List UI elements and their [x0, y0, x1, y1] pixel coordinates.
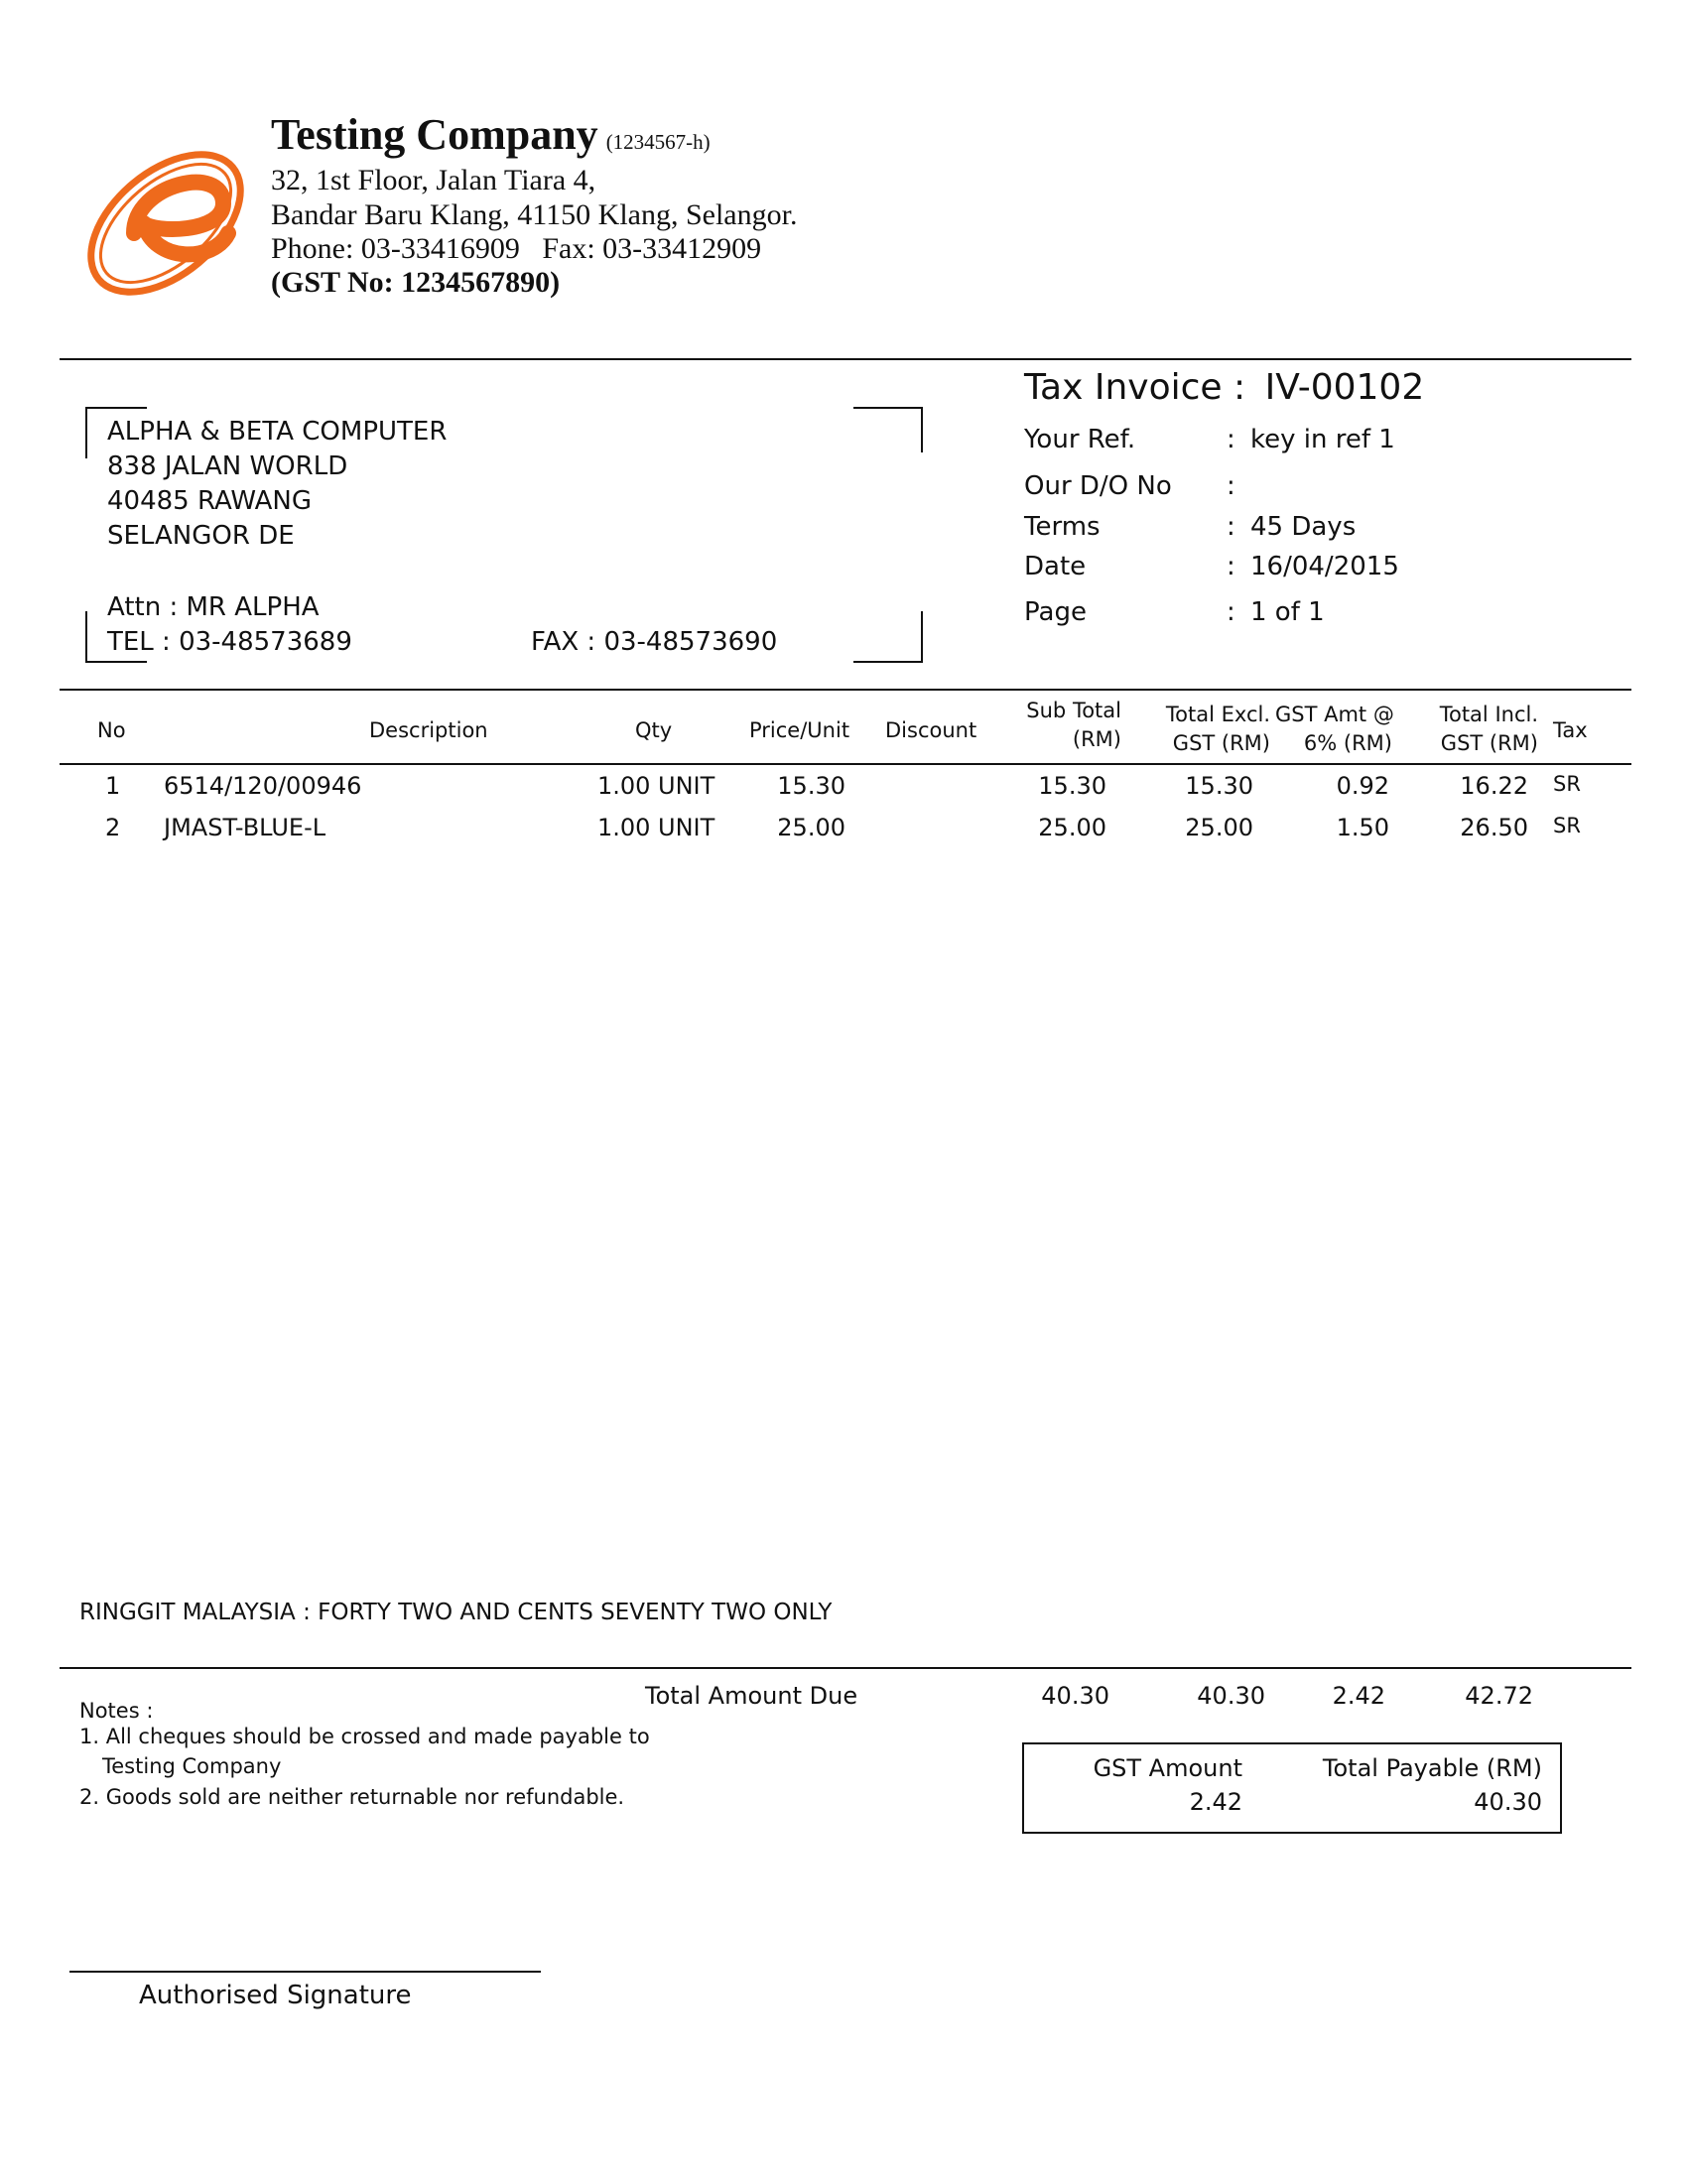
- col-header-tax: Tax: [1553, 718, 1588, 742]
- address-corner-bottom-right: [853, 611, 923, 663]
- row-description: 6514/120/00946: [164, 772, 362, 800]
- customer-address-line1: 838 JALAN WORLD: [107, 451, 348, 481]
- row-price: 25.00: [777, 814, 845, 841]
- page-value: 1 of 1: [1250, 597, 1325, 627]
- customer-address-line2: 40485 RAWANG: [107, 486, 313, 516]
- invoice-title-label: Tax Invoice :: [1024, 367, 1246, 408]
- row-uom: UNIT: [658, 814, 715, 841]
- table-row: [0, 814, 1687, 853]
- do-no-colon: :: [1227, 471, 1235, 501]
- row-total-incl: 16.22: [1460, 772, 1528, 800]
- col-header-description: Description: [369, 718, 488, 742]
- table-top-divider: [60, 689, 1631, 691]
- row-description: JMAST-BLUE-L: [164, 814, 326, 841]
- col-header-gst-amt: [1275, 701, 1392, 758]
- total-sub-total: 40.30: [1041, 1682, 1109, 1710]
- company-address-line1: 32, 1st Floor, Jalan Tiara 4,: [271, 164, 596, 196]
- col-header-total-incl: [1419, 701, 1538, 758]
- totals-divider: [60, 1667, 1631, 1669]
- total-payable-value: 40.30: [1474, 1788, 1542, 1816]
- row-tax-code: SR: [1553, 814, 1581, 837]
- row-price: 15.30: [777, 772, 845, 800]
- col-header-total-excl-line1: Total Excl.: [1165, 703, 1270, 726]
- col-header-total-excl-line2: GST (RM): [1172, 731, 1270, 755]
- col-header-gst-amt-line2: 6% (RM): [1303, 731, 1392, 755]
- col-header-sub-total: [1012, 697, 1121, 754]
- signature-line: [69, 1971, 541, 1973]
- col-header-no: No: [97, 718, 126, 742]
- total-incl-gst: 42.72: [1465, 1682, 1533, 1710]
- date-label: Date: [1024, 552, 1087, 581]
- table-header-divider: [60, 763, 1631, 765]
- your-ref-value: key in ref 1: [1250, 425, 1395, 454]
- row-uom: UNIT: [658, 772, 715, 800]
- total-payable-label: Total Payable (RM): [1322, 1754, 1542, 1782]
- row-total-excl: 25.00: [1185, 814, 1253, 841]
- company-reg-no: (1234567-h): [605, 130, 711, 154]
- total-gst-amt: 2.42: [1332, 1682, 1385, 1710]
- col-header-gst-amt-line1: GST Amt @: [1275, 703, 1394, 726]
- signature-label: Authorised Signature: [139, 1981, 412, 2010]
- row-qty: 1.00: [597, 772, 651, 800]
- customer-fax: FAX : 03-48573690: [531, 627, 778, 657]
- gst-amount-value: 2.42: [1189, 1788, 1242, 1816]
- invoice-number: IV-00102: [1264, 367, 1425, 408]
- row-no: 2: [105, 814, 121, 841]
- your-ref-colon: :: [1227, 425, 1235, 454]
- terms-colon: :: [1227, 512, 1235, 542]
- terms-label: Terms: [1024, 512, 1101, 542]
- summary-box: [1022, 1742, 1562, 1834]
- row-no: 1: [105, 772, 121, 800]
- header-divider: [60, 358, 1631, 360]
- company-phone-fax: Phone: 03-33416909 Fax: 03-33412909: [271, 232, 762, 265]
- row-tax-code: SR: [1553, 772, 1581, 796]
- total-amount-due-label: Total Amount Due: [645, 1682, 858, 1710]
- amount-in-words: RINGGIT MALAYSIA : FORTY TWO AND CENTS SEVENTY TWO ONLY: [79, 1600, 833, 1625]
- row-qty: 1.00: [597, 814, 651, 841]
- page-label: Page: [1024, 597, 1087, 627]
- note-line-1: 1. All cheques should be crossed and made payable to: [79, 1725, 650, 1748]
- company-logo-icon: [74, 124, 258, 308]
- date-colon: :: [1227, 552, 1235, 581]
- date-value: 16/04/2015: [1250, 552, 1399, 581]
- do-no-label: Our D/O No: [1024, 471, 1172, 501]
- address-corner-top-right: [853, 407, 923, 452]
- your-ref-label: Your Ref.: [1024, 425, 1136, 454]
- row-total-incl: 26.50: [1460, 814, 1528, 841]
- terms-value: 45 Days: [1250, 512, 1357, 542]
- row-sub-total: 15.30: [1038, 772, 1106, 800]
- company-name: [271, 109, 711, 160]
- customer-attn: Attn : MR ALPHA: [107, 592, 320, 622]
- invoice-title: [1024, 367, 1424, 408]
- col-header-total-incl-line1: Total Incl.: [1439, 703, 1538, 726]
- col-header-total-excl: [1151, 701, 1270, 758]
- note-line-2: 2. Goods sold are neither returnable nor refundable.: [79, 1785, 625, 1809]
- company-name-text: Testing Company: [271, 110, 598, 159]
- col-header-sub-total-line1: Sub Total: [1026, 699, 1121, 722]
- notes-title: Notes :: [79, 1699, 154, 1723]
- row-gst-amt: 0.92: [1336, 772, 1389, 800]
- table-row: [0, 772, 1687, 812]
- page-colon: :: [1227, 597, 1235, 627]
- col-header-qty: Qty: [635, 718, 673, 742]
- col-header-total-incl-line2: GST (RM): [1440, 731, 1538, 755]
- row-sub-total: 25.00: [1038, 814, 1106, 841]
- total-excl-gst: 40.30: [1197, 1682, 1265, 1710]
- col-header-discount: Discount: [885, 718, 977, 742]
- customer-address-line3: SELANGOR DE: [107, 521, 295, 551]
- customer-tel: TEL : 03-48573689: [107, 627, 352, 657]
- gst-amount-label: GST Amount: [1093, 1754, 1242, 1782]
- company-gst-no: (GST No: 1234567890): [271, 266, 561, 299]
- col-header-sub-total-line2: (RM): [1072, 727, 1121, 751]
- row-total-excl: 15.30: [1185, 772, 1253, 800]
- row-gst-amt: 1.50: [1336, 814, 1389, 841]
- col-header-price-unit: Price/Unit: [749, 718, 850, 742]
- note-line-1b: Testing Company: [102, 1754, 282, 1778]
- customer-name: ALPHA & BETA COMPUTER: [107, 417, 448, 447]
- company-address-line2: Bandar Baru Klang, 41150 Klang, Selangor.: [271, 198, 798, 231]
